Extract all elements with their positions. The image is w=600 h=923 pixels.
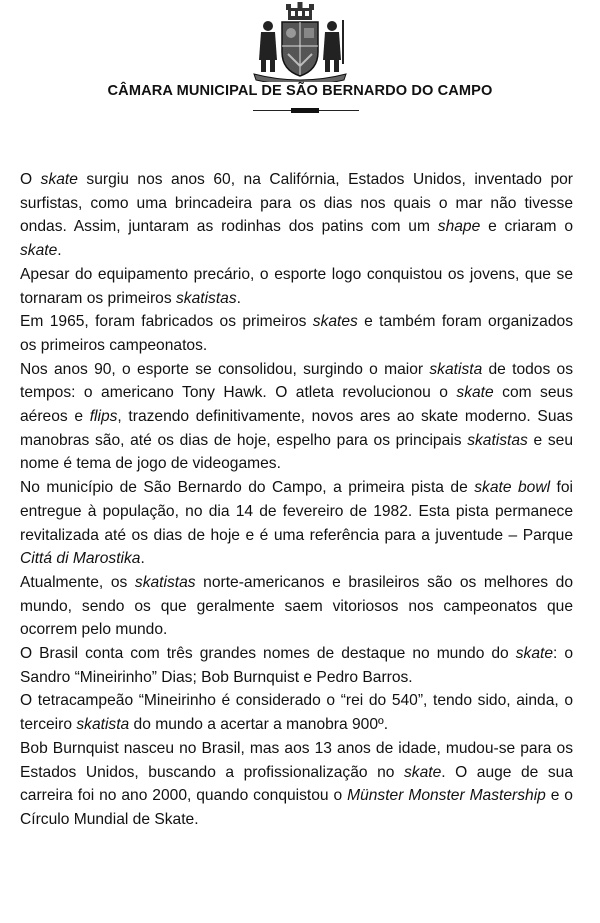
- text-run: surgiu nos anos 60, na Califórnia, Estados Unidos, inventado por surfistas, como uma brincadeira para os dias nos quais o mar não tivesse ondas. Assim, juntaram as rodinhas dos patins com um: [20, 171, 573, 236]
- text-run: e o Círculo Mundial de Skate.: [20, 787, 573, 828]
- text-run: : o Sandro “Mineirinho” Dias; Bob Burnquist e Pedro Barros.: [20, 645, 574, 686]
- title-divider-accent: [291, 108, 319, 113]
- italic-term: skate: [515, 645, 553, 663]
- text-run: O tetracampeão “Mineirinho é considerado o “rei do 540”, tendo sido, ainda, o terceiro: [20, 692, 573, 734]
- text-run: e criaram o: [480, 218, 574, 236]
- italic-term: Münster Monster Mastership: [347, 787, 546, 805]
- text-run: Nos anos 90, o esporte se consolidou, surgindo o maior: [20, 360, 430, 378]
- italic-term: skate bowl: [474, 479, 551, 497]
- text-run: Em 1965, foram fabricados os primeiros: [20, 313, 313, 331]
- text-run: .: [236, 289, 241, 307]
- text-run: Atualmente, os: [20, 573, 135, 591]
- text-run: .: [57, 242, 62, 260]
- italic-term: shape: [437, 218, 481, 236]
- paragraph: [20, 737, 573, 832]
- text-run: do mundo a acertar a manobra 900º.: [129, 716, 389, 734]
- italic-term: skatistas: [134, 573, 196, 591]
- municipal-coat-of-arms-icon: [248, 2, 352, 82]
- text-run: Bob Burnquist nasceu no Brasil, mas aos 13 anos de idade, mudou-se para os Estados Unidos, buscando a profissionalização no: [20, 739, 573, 781]
- page-title: CÂMARA MUNICIPAL DE SÃO BERNARDO DO CAMPO: [107, 83, 493, 99]
- italic-term: skates: [312, 313, 358, 331]
- italic-term: skatista: [76, 716, 130, 734]
- italic-term: skate: [456, 384, 494, 402]
- text-run: No município de São Bernardo do Campo, a primeira pista de: [20, 479, 475, 497]
- paragraph: [20, 310, 573, 357]
- italic-term: skatistas: [175, 289, 237, 307]
- paragraph: [20, 358, 573, 477]
- paragraph: [20, 476, 573, 571]
- text-run: e seu nome é tema de jogo de videogames.: [20, 431, 573, 473]
- paragraph: [20, 168, 573, 263]
- text-run: , trazendo definitivamente, novos ares ao skate moderno. Suas manobras são, até os dias de hoje, espelho para os principais: [20, 408, 573, 449]
- paragraph: [20, 689, 573, 736]
- paragraph: [20, 263, 573, 310]
- text-run: .: [140, 550, 145, 568]
- text-run: O: [20, 171, 41, 188]
- text-run: e também foram organizados os primeiros campeonatos.: [20, 313, 573, 354]
- italic-term: skate: [40, 171, 78, 188]
- italic-term: Cittá di Marostika: [20, 550, 141, 568]
- text-run: Apesar do equipamento precário, o esporte logo conquistou os jovens, que se tornaram os primeiros: [20, 265, 573, 307]
- text-run: foi entregue à população, no dia 14 de fevereiro de 1982. Esta pista permanece revitalizada até os dias de hoje e é uma referência para a juventude – Parque: [20, 479, 573, 544]
- italic-term: flips: [89, 408, 118, 426]
- text-run: . O auge de sua carreira foi no ano 2000, quando conquistou o: [20, 763, 574, 805]
- text-run: norte-americanos e brasileiros são os melhores do mundo, sendo os que geralmente saem vitoriosos nos campeonatos que ocorrem pelo mundo.: [20, 573, 573, 639]
- text-run: de todos os tempos: o americano Tony Hawk. O atleta revolucionou o: [20, 360, 573, 402]
- document-header: [0, 0, 600, 130]
- paragraph: [20, 642, 573, 689]
- italic-term: skate: [20, 242, 58, 260]
- paragraph: [20, 571, 573, 642]
- italic-term: skate: [403, 763, 442, 781]
- document-body: [20, 168, 573, 832]
- text-run: O Brasil conta com três grandes nomes de destaque no mundo do: [20, 645, 516, 663]
- italic-term: skatistas: [467, 431, 528, 449]
- text-run: com seus aéreos e: [20, 384, 573, 426]
- italic-term: skatista: [429, 360, 483, 378]
